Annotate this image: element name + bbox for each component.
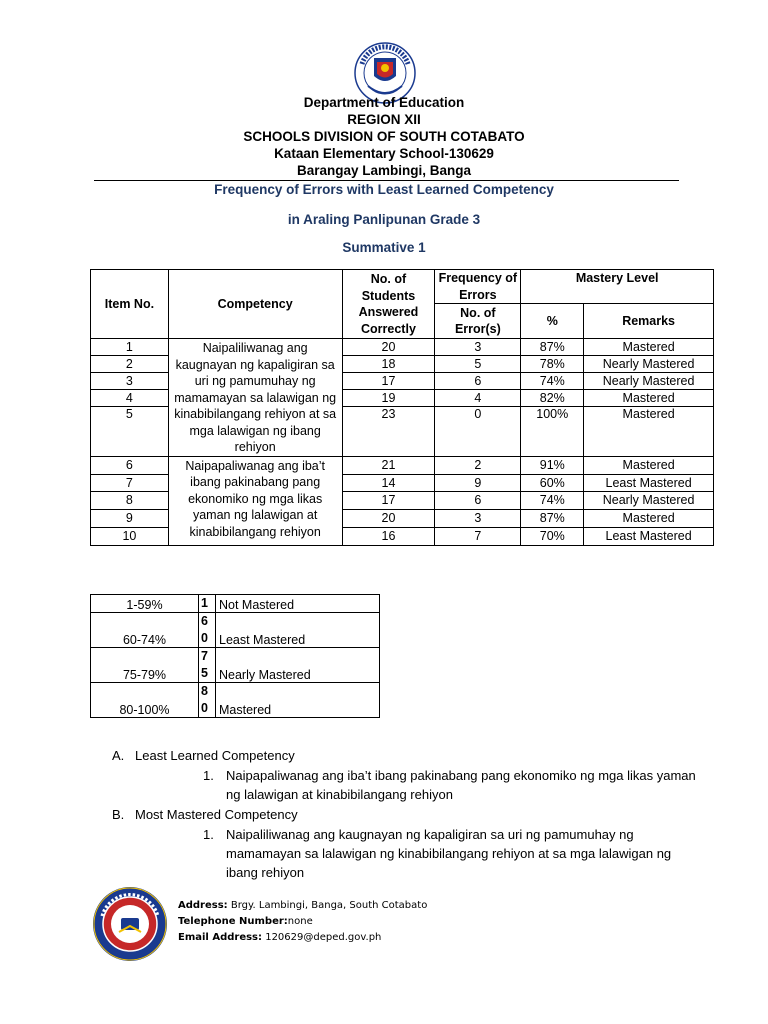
cell-remarks: Mastered <box>584 509 714 527</box>
table-row <box>91 456 714 474</box>
cell-no-errors: 3 <box>435 509 521 527</box>
cell-percent: 100% <box>521 407 584 456</box>
cell-percent: 87% <box>521 509 584 527</box>
summary-a-marker: A. <box>112 748 125 763</box>
cell-item-no: 3 <box>91 373 169 390</box>
cell-no-errors: 9 <box>435 474 521 491</box>
cell-no-errors: 2 <box>435 456 521 474</box>
cell-percent: 70% <box>521 527 584 545</box>
cell-students-correct: 16 <box>342 527 435 545</box>
cell-item-no: 8 <box>91 491 169 509</box>
cell-remarks: Mastered <box>584 407 714 456</box>
legend-row <box>91 648 380 683</box>
header-percent: % <box>521 304 584 339</box>
cell-percent: 74% <box>521 491 584 509</box>
cell-competency-2: Naipapaliwanag ang iba’t ibang pakinabang pang ekonomiko ng mga likas yaman ng lalawigan at kinabibilangang rehiyon <box>168 456 342 545</box>
cell-no-errors: 5 <box>435 356 521 373</box>
cell-students-correct: 20 <box>342 509 435 527</box>
summary-a-label: Least Learned Competency <box>135 748 295 763</box>
header-remarks: Remarks <box>584 304 714 339</box>
summary-b-marker: B. <box>112 807 125 822</box>
header-competency: Competency <box>168 270 342 339</box>
cell-students-correct: 21 <box>342 456 435 474</box>
footer-email: Email Address: 120629@deped.gov.ph <box>178 932 382 943</box>
legend-label: Least Mastered <box>216 613 380 648</box>
cell-item-no: 1 <box>91 339 169 356</box>
cell-item-no: 2 <box>91 356 169 373</box>
cell-percent: 60% <box>521 474 584 491</box>
legend-number: 75 <box>199 648 216 683</box>
cell-students-correct: 14 <box>342 474 435 491</box>
table-row <box>91 339 714 356</box>
cell-no-errors: 7 <box>435 527 521 545</box>
cell-no-errors: 6 <box>435 373 521 390</box>
header-department: Department of Education <box>303 95 465 110</box>
cell-percent: 91% <box>521 456 584 474</box>
cell-no-errors: 4 <box>435 390 521 407</box>
cell-students-correct: 19 <box>342 390 435 407</box>
cell-remarks: Nearly Mastered <box>584 356 714 373</box>
summary-b-label: Most Mastered Competency <box>135 807 298 822</box>
cell-remarks: Least Mastered <box>584 474 714 491</box>
header-students-correct: No. of Students Answered Correctly <box>342 270 435 339</box>
legend-label: Mastered <box>216 683 380 718</box>
cell-item-no: 6 <box>91 456 169 474</box>
header-frequency: Frequency of Errors <box>435 270 521 304</box>
legend-row <box>91 683 380 718</box>
cell-percent: 74% <box>521 373 584 390</box>
title-frequency: Frequency of Errors with Least Learned Competency <box>214 182 554 197</box>
header-no-errors: No. of Error(s) <box>435 304 521 339</box>
cell-students-correct: 17 <box>342 373 435 390</box>
legend-label: Nearly Mastered <box>216 648 380 683</box>
summary-b-item-marker: 1. <box>203 827 214 842</box>
legend-range: 75-79% <box>91 648 199 683</box>
cell-item-no: 5 <box>91 407 169 456</box>
school-logo <box>92 886 168 962</box>
cell-item-no: 10 <box>91 527 169 545</box>
cell-no-errors: 0 <box>435 407 521 456</box>
legend-label: Not Mastered <box>216 595 380 613</box>
cell-item-no: 4 <box>91 390 169 407</box>
header-divider <box>94 180 679 181</box>
header-mastery-level: Mastery Level <box>521 270 714 304</box>
cell-item-no: 9 <box>91 509 169 527</box>
header-region: REGION XII <box>347 112 421 127</box>
cell-remarks: Nearly Mastered <box>584 373 714 390</box>
footer-telephone: Telephone Number:none <box>178 916 313 927</box>
table-body <box>91 339 714 546</box>
cell-remarks: Least Mastered <box>584 527 714 545</box>
cell-no-errors: 6 <box>435 491 521 509</box>
cell-percent: 82% <box>521 390 584 407</box>
legend-range: 80-100% <box>91 683 199 718</box>
cell-students-correct: 23 <box>342 407 435 456</box>
cell-remarks: Mastered <box>584 390 714 407</box>
cell-students-correct: 18 <box>342 356 435 373</box>
legend-range: 60-74% <box>91 613 199 648</box>
header-barangay: Barangay Lambingi, Banga <box>296 163 472 178</box>
legend-row <box>91 613 380 648</box>
cell-remarks: Mastered <box>584 339 714 356</box>
cell-students-correct: 17 <box>342 491 435 509</box>
cell-percent: 87% <box>521 339 584 356</box>
cell-students-correct: 20 <box>342 339 435 356</box>
cell-item-no: 7 <box>91 474 169 491</box>
cell-remarks: Mastered <box>584 456 714 474</box>
footer-address: Address: Brgy. Lambingi, Banga, South Cotabato <box>178 900 428 911</box>
legend-range: 1-59% <box>91 595 199 613</box>
mastery-legend-table <box>90 594 380 718</box>
summary-b-item: Naipaliliwanag ang kaugnayan ng kapaligiran sa uri ng pamumuhay ng mamamayan sa lalawigan ng kinabibilangang rehiyon at sa mga lalawigan ng ibang rehiyon <box>226 827 672 880</box>
title-subject: in Araling Panlipunan Grade 3 <box>287 212 481 227</box>
cell-percent: 78% <box>521 356 584 373</box>
header-school: Kataan Elementary School-130629 <box>274 146 494 161</box>
cell-competency-1: Naipaliliwanag ang kaugnayan ng kapaligiran sa uri ng pamumuhay ng mamamayan sa lalawigan ng kinabibilangang rehiyon at sa mga lalawigan ng ibang rehiyon <box>168 339 342 457</box>
legend-number: 1 <box>199 595 216 613</box>
error-frequency-table <box>90 269 714 546</box>
summary-a-item-marker: 1. <box>203 768 214 783</box>
title-summative: Summative 1 <box>342 240 426 255</box>
header-division: SCHOOLS DIVISION OF SOUTH COTABATO <box>243 129 525 144</box>
legend-number: 80 <box>199 683 216 718</box>
cell-remarks: Nearly Mastered <box>584 491 714 509</box>
header-item-no: Item No. <box>91 270 169 339</box>
summary-a-item: Naipapaliwanag ang iba’t ibang pakinabang pang ekonomiko ng mga likas yaman ng lalawigan at kinabibilangang rehiyon <box>226 768 696 802</box>
cell-no-errors: 3 <box>435 339 521 356</box>
legend-number: 60 <box>199 613 216 648</box>
legend-row <box>91 595 380 613</box>
